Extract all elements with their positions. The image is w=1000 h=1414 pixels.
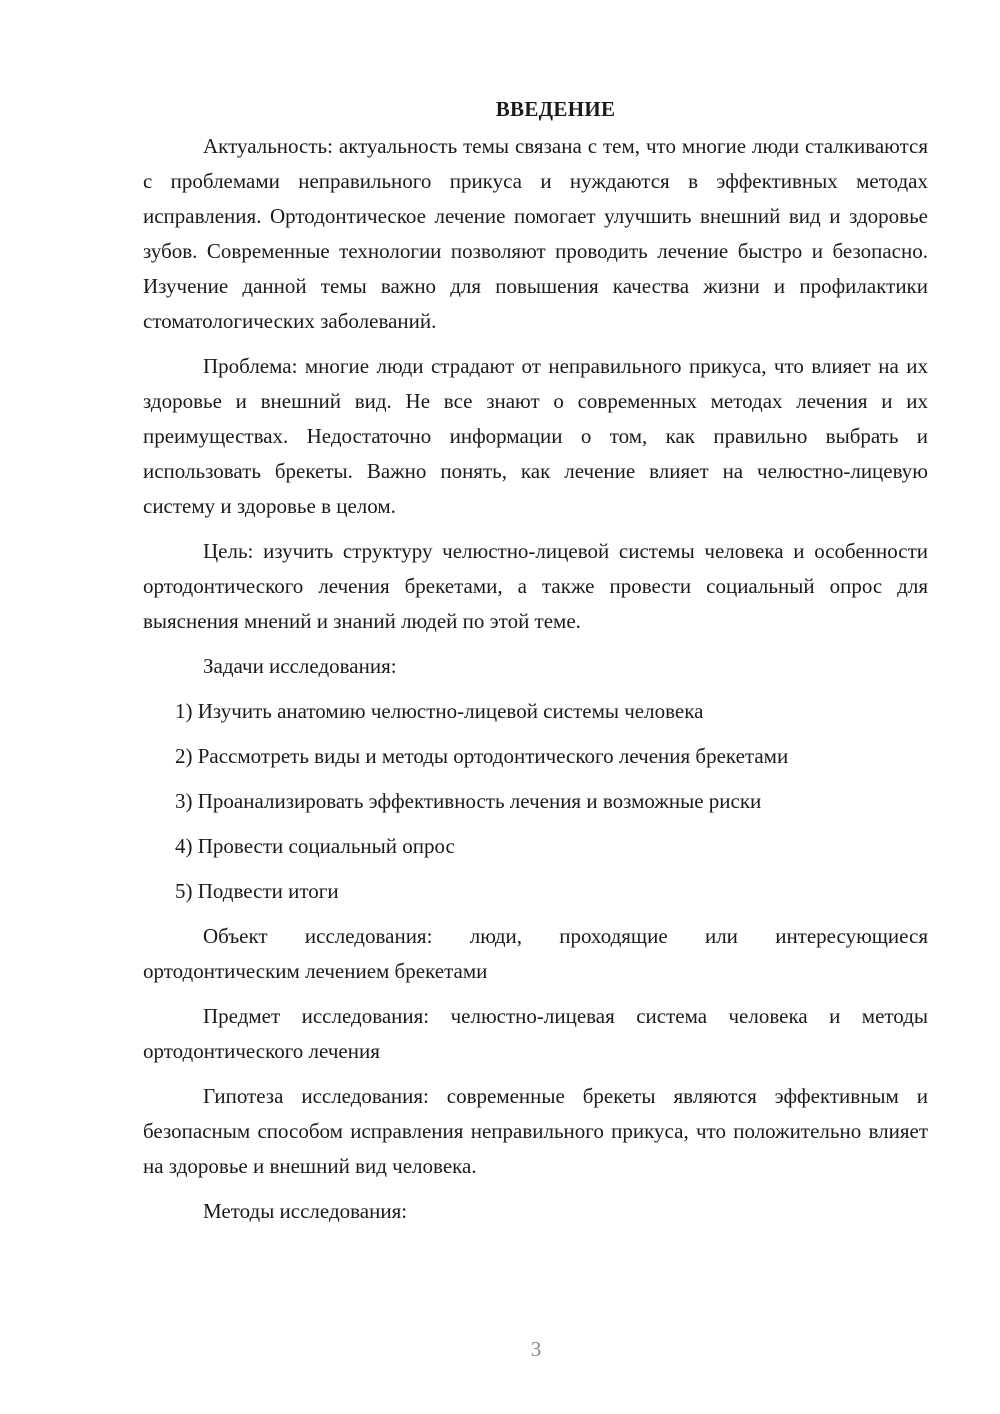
page-content bbox=[143, 92, 928, 1239]
list-item: 5) Подвести итоги bbox=[175, 879, 339, 903]
page-title: ВВЕДЕНИЕ bbox=[495, 97, 616, 121]
list-item: 2) Рассмотреть виды и методы ортодонтического лечения брекетами bbox=[175, 744, 789, 768]
goal-paragraph: Цель: изучить структуру челюстно-лицевой системы человека и особенности ортодонтического лечения брекетами, а также провести социальный опрос для выяснения мнений и знаний людей по этой теме. bbox=[143, 539, 928, 633]
hypothesis-paragraph: Гипотеза исследования: современные брекеты являются эффективным и безопасным способом исправления неправильного прикуса, что положительно влияет на здоровье и внешний вид человека. bbox=[143, 1084, 928, 1178]
tasks-list bbox=[143, 694, 928, 909]
relevance-paragraph: Актуальность: актуальность темы связана с тем, что многие люди сталкиваются с проблемами неправильного прикуса и нуждаются в эффективных методах исправления. Ортодонтическое лечение помогает улучшить внешний вид и здоровье зубов. Современные технологии позволяют проводить лечение быстро и безопасно. Изучение данной темы важно для повышения качества жизни и профилактики стоматологических заболеваний. bbox=[143, 134, 928, 333]
methods-heading: Методы исследования: bbox=[203, 1199, 408, 1223]
page-number: 3 bbox=[530, 1337, 542, 1361]
object-paragraph: Объект исследования: люди, проходящие или интересующиеся ортодонтическим лечением брекетами bbox=[143, 924, 928, 983]
subject-paragraph: Предмет исследования: челюстно-лицевая система человека и методы ортодонтического лечения bbox=[143, 1004, 928, 1063]
list-item: 1) Изучить анатомию челюстно-лицевой системы человека bbox=[175, 699, 704, 723]
problem-paragraph: Проблема: многие люди страдают от неправильного прикуса, что влияет на их здоровье и внешний вид. Не все знают о современных методах лечения и их преимуществах. Недостаточно информации о том, как правильно выбрать и использовать брекеты. Важно понять, как лечение влияет на челюстно-лицевую систему и здоровье в целом. bbox=[143, 354, 928, 518]
list-item: 4) Провести социальный опрос bbox=[175, 834, 455, 858]
tasks-heading: Задачи исследования: bbox=[203, 654, 397, 678]
list-item: 3) Проанализировать эффективность лечения и возможные риски bbox=[175, 789, 762, 813]
